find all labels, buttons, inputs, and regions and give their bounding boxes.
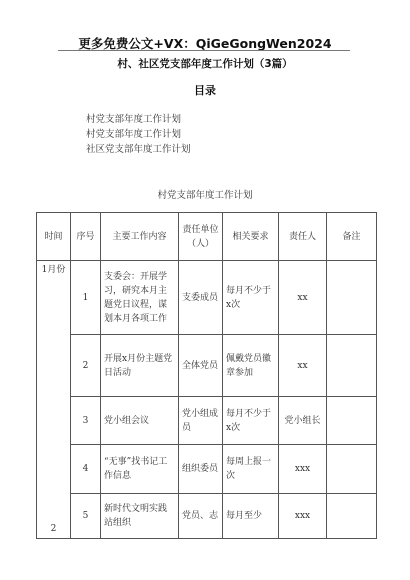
row-number: 5	[71, 494, 101, 539]
responsible-unit: 党小组成员	[179, 397, 223, 445]
work-content: 新时代文明实践站组织	[101, 494, 179, 539]
note	[327, 261, 377, 335]
table-row	[37, 445, 377, 494]
month-cell: 1月份	[37, 261, 71, 494]
work-content: 党小组会议	[101, 397, 179, 445]
toc-list	[86, 112, 191, 157]
header-cell-requirements: 相关要求	[223, 213, 279, 261]
row-number: 4	[71, 445, 101, 494]
requirement: 每周上报一次	[223, 445, 279, 494]
section-subtitle: 村党支部年度工作计划	[157, 190, 253, 201]
responsible-unit: 组织委员	[179, 445, 223, 494]
responsible-person: 党小组长	[279, 397, 327, 445]
work-content: “无事”找书记工作信息	[101, 445, 179, 494]
note	[327, 494, 377, 539]
responsible-person: xx	[279, 335, 327, 397]
responsible-unit: 党员、志	[179, 494, 223, 539]
table-row	[37, 397, 377, 445]
header-cell-content: 主要工作内容	[101, 213, 179, 261]
row-number: 1	[71, 261, 101, 335]
header-cell-number: 序号	[71, 213, 101, 261]
page-header: 更多免费公文+VX：QiGeGongWen2024	[78, 36, 332, 51]
requirement: 每月不少于x次	[223, 397, 279, 445]
responsible-unit: 全体党员	[179, 335, 223, 397]
table-row	[37, 494, 377, 539]
toc-item[interactable]: 社区党支部年度工作计划	[86, 144, 191, 155]
document-title: 村、社区党支部年度工作计划（3篇）	[117, 58, 293, 70]
responsible-person: xxx	[279, 445, 327, 494]
note	[327, 445, 377, 494]
work-plan-table	[36, 212, 377, 539]
responsible-person: xx	[279, 261, 327, 335]
header-divider	[58, 50, 350, 51]
row-number: 3	[71, 397, 101, 445]
responsible-person: xxx	[279, 494, 327, 539]
note	[327, 335, 377, 397]
toc-item[interactable]: 村党支部年度工作计划	[86, 129, 182, 140]
responsible-unit: 支委成员	[179, 261, 223, 335]
note	[327, 397, 377, 445]
header-cell-note: 备注	[327, 213, 377, 261]
toc-item[interactable]: 村党支部年度工作计划	[86, 114, 182, 125]
table-row	[37, 261, 377, 335]
work-content: 开展x月份主题党日活动	[101, 335, 179, 397]
requirement: 佩戴党员徽章参加	[223, 335, 279, 397]
header-cell-person: 责任人	[279, 213, 327, 261]
row-number: 2	[71, 335, 101, 397]
month-cell: 2	[37, 494, 71, 539]
header-cell-time: 时间	[37, 213, 71, 261]
table-row	[37, 335, 377, 397]
requirement: 每月不少于x次	[223, 261, 279, 335]
work-content: 支委会：开展学习，研究本月主题党日议程，谋划本月各项工作	[101, 261, 179, 335]
requirement: 每月至少	[223, 494, 279, 539]
toc-heading: 目录	[194, 84, 216, 97]
header-cell-unit: 责任单位（人）	[179, 213, 223, 261]
table-header-row	[37, 213, 377, 261]
